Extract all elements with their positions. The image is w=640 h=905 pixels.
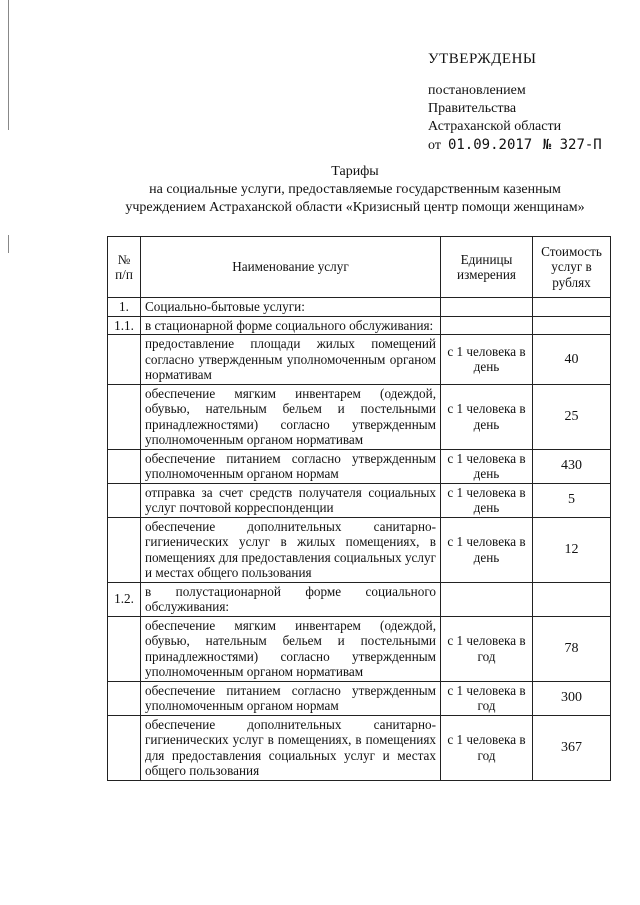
row-num <box>108 335 141 385</box>
row-name: Социально-бытовые услуги: <box>141 298 441 317</box>
row-num <box>108 681 141 715</box>
row-name: в полустационарной форме социального обслуживания: <box>141 582 441 616</box>
approval-line: постановлением <box>428 83 526 98</box>
row-price <box>533 316 611 335</box>
tariffs-table <box>107 236 611 781</box>
approval-heading: УТВЕРЖДЕНЫ <box>428 51 537 67</box>
row-price <box>533 582 611 616</box>
table-row <box>108 616 611 681</box>
table-row <box>108 582 611 616</box>
row-name: в стационарной форме социального обслуживания: <box>141 316 441 335</box>
title-main: Тарифы <box>331 164 379 179</box>
row-num <box>108 384 141 449</box>
row-unit: с 1 человека в день <box>441 335 533 385</box>
approval-number: № 327-П <box>542 137 602 153</box>
header-num: № п/п <box>108 237 141 298</box>
row-num <box>108 715 141 780</box>
table-row <box>108 483 611 517</box>
approval-date: 01.09.2017 <box>447 137 533 153</box>
approval-block <box>428 50 602 155</box>
header-unit: Единицы измерения <box>441 237 533 298</box>
row-name: обеспечение питанием согласно утвержденным уполномоченным органом нормам <box>141 681 441 715</box>
row-num: 1.2. <box>108 582 141 616</box>
row-name: предоставление площади жилых помещений согласно утвержденным уполномоченным органом нормативам <box>141 335 441 385</box>
row-unit: с 1 человека в год <box>441 681 533 715</box>
row-name: обеспечение дополнительных санитарно-гигиенических услуг в жилых помещениях, в помещениях для предоставления социальных услуг и местах общего пользования <box>141 517 441 582</box>
row-unit: с 1 человека в день <box>441 384 533 449</box>
row-unit <box>441 316 533 335</box>
row-unit <box>441 298 533 317</box>
table-header-row <box>108 237 611 298</box>
row-price <box>533 298 611 317</box>
document-title <box>95 163 615 217</box>
title-line: учреждением Астраханской области «Кризисный центр помощи женщинам» <box>125 200 585 215</box>
table-row <box>108 335 611 385</box>
row-price: 25 <box>533 384 611 449</box>
table-row <box>108 316 611 335</box>
table-row <box>108 384 611 449</box>
row-unit: с 1 человека в день <box>441 483 533 517</box>
row-price: 78 <box>533 616 611 681</box>
row-name: обеспечение питанием согласно утвержденным уполномоченным органом нормам <box>141 449 441 483</box>
approval-line: Правительства <box>428 101 517 116</box>
row-num <box>108 449 141 483</box>
row-name: обеспечение дополнительных санитарно-гигиенических услуг в помещениях, в помещениях для предоставления социальных услуг и местах общего пользования <box>141 715 441 780</box>
table-row <box>108 715 611 780</box>
row-num <box>108 616 141 681</box>
row-price: 300 <box>533 681 611 715</box>
approval-date-line <box>428 136 602 155</box>
row-price: 367 <box>533 715 611 780</box>
row-num <box>108 517 141 582</box>
row-name: обеспечение мягким инвентарем (одеждой, обувью, нательным бельем и постельными принадлежностями) согласно утвержденным уполномоченным органом нормативам <box>141 616 441 681</box>
row-num <box>108 483 141 517</box>
date-prefix: от <box>428 138 441 153</box>
header-name: Наименование услуг <box>141 237 441 298</box>
scan-mark <box>8 0 9 130</box>
row-unit: с 1 человека в год <box>441 715 533 780</box>
header-price: Стоимость услуг в рублях <box>533 237 611 298</box>
title-line: на социальные услуги, предоставляемые государственным казенным <box>149 182 561 197</box>
row-name: обеспечение мягким инвентарем (одеждой, обувью, нательным бельем и постельными принадлежностями) согласно утвержденным уполномоченным органом нормативам <box>141 384 441 449</box>
row-unit: с 1 человека в день <box>441 517 533 582</box>
approval-line: Астраханской области <box>428 119 562 134</box>
row-num: 1. <box>108 298 141 317</box>
row-unit <box>441 582 533 616</box>
table-row <box>108 517 611 582</box>
row-unit: с 1 человека в день <box>441 449 533 483</box>
table-row <box>108 681 611 715</box>
scan-mark <box>8 235 9 253</box>
table-row <box>108 298 611 317</box>
row-price: 430 <box>533 449 611 483</box>
row-name: отправка за счет средств получателя социальных услуг почтовой корреспонденции <box>141 483 441 517</box>
row-unit: с 1 человека в год <box>441 616 533 681</box>
row-price: 40 <box>533 335 611 385</box>
table-row <box>108 449 611 483</box>
row-price: 5 <box>533 483 611 517</box>
row-price: 12 <box>533 517 611 582</box>
row-num: 1.1. <box>108 316 141 335</box>
